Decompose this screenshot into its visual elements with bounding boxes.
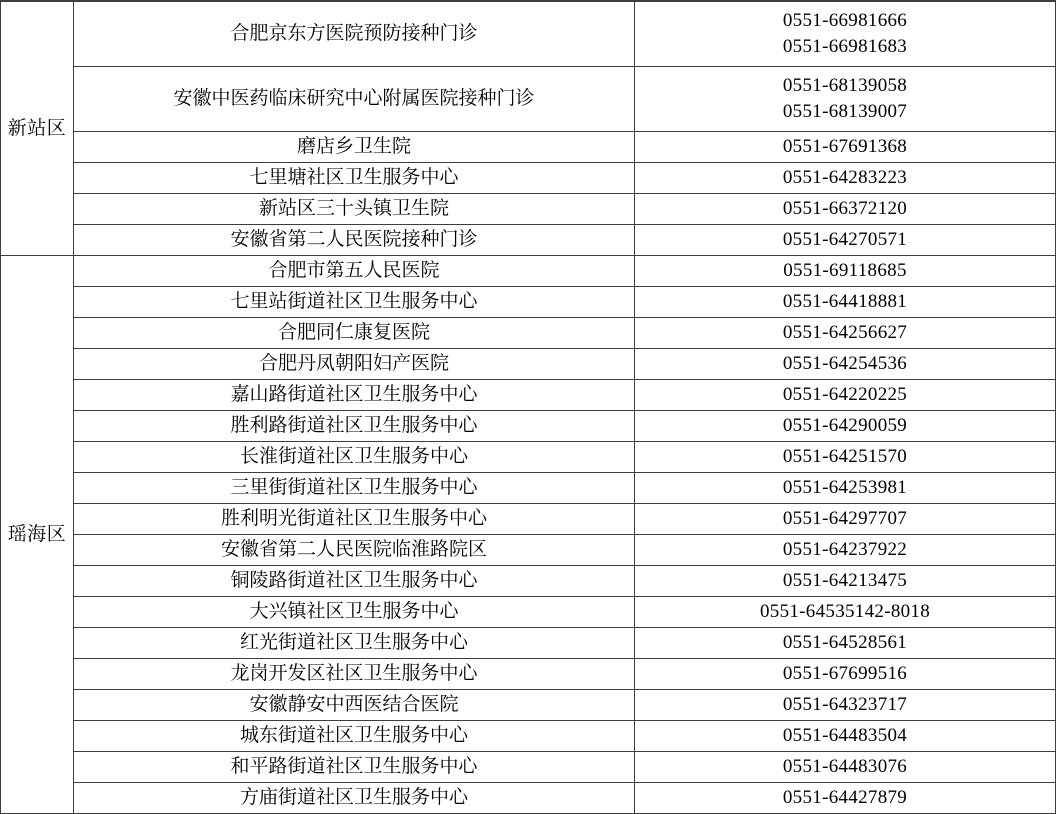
table-row xyxy=(1,287,1056,318)
facility-name-cell: 三里街街道社区卫生服务中心 xyxy=(74,473,635,504)
phone-cell xyxy=(635,783,1056,814)
facility-name-cell: 合肥丹凤朝阳妇产医院 xyxy=(74,349,635,380)
phone-cell xyxy=(635,318,1056,349)
facility-name-cell: 安徽省第二人民医院临淮路院区 xyxy=(74,535,635,566)
facility-name-cell: 磨店乡卫生院 xyxy=(74,132,635,163)
phone-cell xyxy=(635,380,1056,411)
phone-cell xyxy=(635,597,1056,628)
phone-cell xyxy=(635,442,1056,473)
table-body xyxy=(1,1,1056,814)
phone-number: 0551-64427879 xyxy=(782,787,908,809)
phone-number: 0551-64483504 xyxy=(782,725,908,747)
table-row xyxy=(1,597,1056,628)
phone-cell xyxy=(635,659,1056,690)
table-row xyxy=(1,690,1056,721)
phone-cell xyxy=(635,628,1056,659)
phone-number: 0551-64253981 xyxy=(782,477,908,499)
phone-number: 0551-64251570 xyxy=(782,446,908,468)
phone-number: 0551-68139007 xyxy=(782,101,908,122)
table-row xyxy=(1,535,1056,566)
district-name-cell: 瑶海区 xyxy=(1,256,74,814)
table-row xyxy=(1,442,1056,473)
table-row xyxy=(1,349,1056,380)
phone-number: 0551-66981666 xyxy=(782,10,908,32)
table-row xyxy=(1,628,1056,659)
phone-number: 0551-64528561 xyxy=(782,632,908,654)
phone-number: 0551-64237922 xyxy=(782,539,908,561)
phone-cell xyxy=(635,132,1056,163)
table-row xyxy=(1,256,1056,287)
district-name-cell: 新站区 xyxy=(1,1,74,256)
table-row xyxy=(1,225,1056,256)
phone-number: 0551-66981683 xyxy=(782,36,908,57)
table-row xyxy=(1,194,1056,225)
table-row xyxy=(1,721,1056,752)
phone-cell xyxy=(635,163,1056,194)
phone-cell xyxy=(635,67,1056,132)
facility-name-cell: 合肥市第五人民医院 xyxy=(74,256,635,287)
facility-name-cell: 和平路街道社区卫生服务中心 xyxy=(74,752,635,783)
phone-cell xyxy=(635,690,1056,721)
facility-name-cell: 城东街道社区卫生服务中心 xyxy=(74,721,635,752)
phone-cell xyxy=(635,194,1056,225)
phone-number: 0551-64270571 xyxy=(782,229,908,251)
phone-number: 0551-68139058 xyxy=(782,75,908,97)
phone-cell xyxy=(635,504,1056,535)
facility-name-cell: 长淮街道社区卫生服务中心 xyxy=(74,442,635,473)
phone-cell xyxy=(635,752,1056,783)
phone-number: 0551-64254536 xyxy=(782,353,908,375)
facility-name-cell: 红光街道社区卫生服务中心 xyxy=(74,628,635,659)
facility-name-cell: 安徽静安中西医结合医院 xyxy=(74,690,635,721)
phone-number: 0551-66372120 xyxy=(782,198,908,220)
table-row xyxy=(1,752,1056,783)
table-row xyxy=(1,163,1056,194)
table-row xyxy=(1,504,1056,535)
phone-number: 0551-64483076 xyxy=(782,756,908,778)
phone-cell xyxy=(635,721,1056,752)
table-row xyxy=(1,1,1056,67)
facility-name-cell: 方庙街道社区卫生服务中心 xyxy=(74,783,635,814)
facility-name-cell: 安徽省第二人民医院接种门诊 xyxy=(74,225,635,256)
table-row xyxy=(1,67,1056,132)
facility-name-cell: 胜利路街道社区卫生服务中心 xyxy=(74,411,635,442)
table-row xyxy=(1,473,1056,504)
phone-number: 0551-69118685 xyxy=(783,260,907,282)
table-row xyxy=(1,659,1056,690)
table-row xyxy=(1,566,1056,597)
phone-cell xyxy=(635,473,1056,504)
facility-name-cell: 合肥同仁康复医院 xyxy=(74,318,635,349)
facility-name-cell: 大兴镇社区卫生服务中心 xyxy=(74,597,635,628)
facility-name-cell: 合肥京东方医院预防接种门诊 xyxy=(74,1,635,67)
table-row xyxy=(1,318,1056,349)
phone-number: 0551-64418881 xyxy=(782,291,908,313)
phone-cell xyxy=(635,256,1056,287)
phone-number: 0551-64290059 xyxy=(782,415,908,437)
phone-number: 0551-64256627 xyxy=(782,322,908,344)
phone-number: 0551-64283223 xyxy=(782,167,908,189)
facility-name-cell: 安徽中医药临床研究中心附属医院接种门诊 xyxy=(74,67,635,132)
phone-number: 0551-67691368 xyxy=(782,136,908,158)
facility-name-cell: 胜利明光街道社区卫生服务中心 xyxy=(74,504,635,535)
phone-cell xyxy=(635,535,1056,566)
phone-cell xyxy=(635,1,1056,67)
facility-name-cell: 七里塘社区卫生服务中心 xyxy=(74,163,635,194)
phone-cell xyxy=(635,566,1056,597)
phone-number: 0551-64323717 xyxy=(782,694,908,716)
phone-number: 0551-64535142-8018 xyxy=(759,601,931,623)
phone-cell xyxy=(635,287,1056,318)
facility-name-cell: 嘉山路街道社区卫生服务中心 xyxy=(74,380,635,411)
phone-number: 0551-64220225 xyxy=(782,384,908,406)
facility-name-cell: 新站区三十头镇卫生院 xyxy=(74,194,635,225)
phone-cell xyxy=(635,349,1056,380)
phone-number: 0551-64213475 xyxy=(782,570,908,592)
table-row xyxy=(1,132,1056,163)
table-row xyxy=(1,783,1056,814)
facility-name-cell: 七里站街道社区卫生服务中心 xyxy=(74,287,635,318)
table-row xyxy=(1,380,1056,411)
phone-number: 0551-67699516 xyxy=(782,663,908,685)
facility-name-cell: 龙岗开发区社区卫生服务中心 xyxy=(74,659,635,690)
phone-cell xyxy=(635,411,1056,442)
facility-name-cell: 铜陵路街道社区卫生服务中心 xyxy=(74,566,635,597)
phone-number: 0551-64297707 xyxy=(782,508,908,530)
phone-cell xyxy=(635,225,1056,256)
table-row xyxy=(1,411,1056,442)
